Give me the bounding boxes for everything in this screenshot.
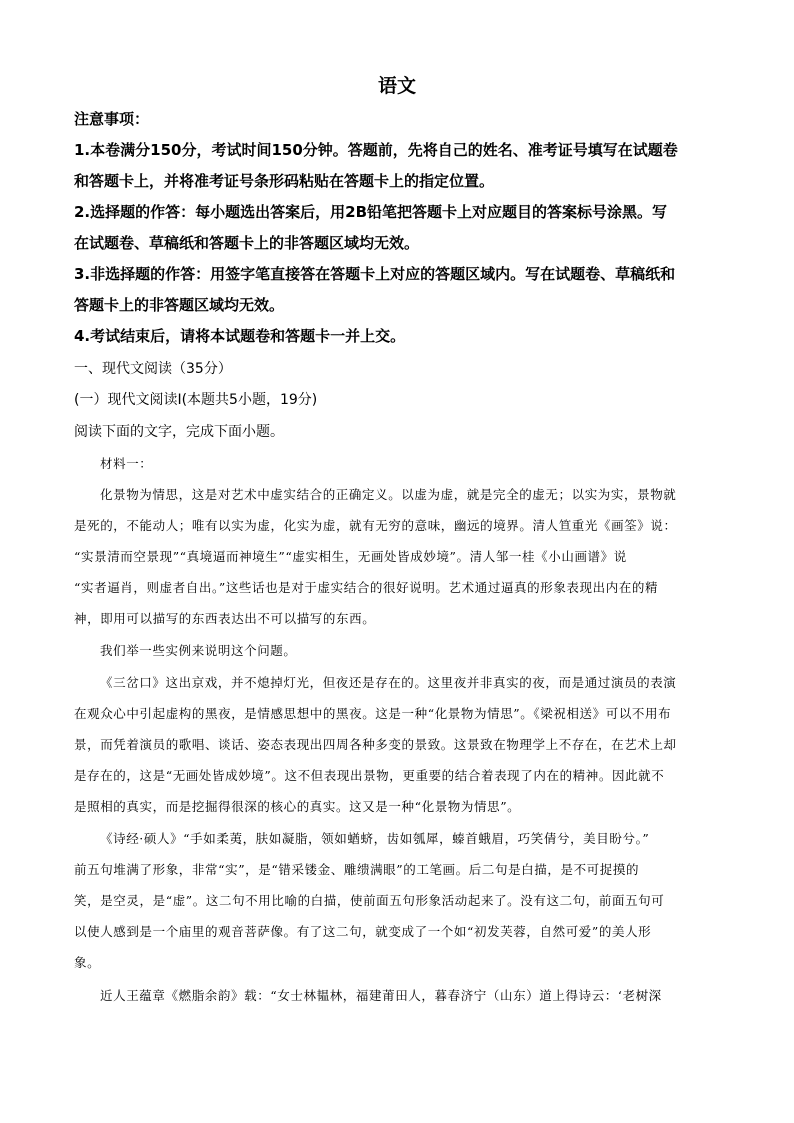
passage-line: 我们举一些实例来说明这个问题。 xyxy=(100,643,297,658)
notice-line: 4.考试结束后，请将本试题卷和答题卡一并上交。 xyxy=(74,327,406,345)
passage-line: “实者逼肖，则虚者自出。”这些话也是对于虚实结合的很好说明。艺术通过逼真的形象表现出内在的精 xyxy=(74,580,659,595)
passage-line: 以使人感到是一个庙里的观音菩萨像。有了这二句，就变成了一个如“初发芙蓉，自然可爱”的美人形 xyxy=(74,924,652,939)
passage-line: 神，即用可以描写的东西表达出不可以描写的东西。 xyxy=(74,611,376,626)
passage-line: 景，而凭着演员的歌唱、谈话、姿态表现出四周各种多变的景致。这景致在物理学上不存在，在艺术上却 xyxy=(74,737,677,752)
notice-line: 1.本卷满分150分，考试时间150分钟。答题前，先将自己的姓名、准考证号填写在试题卷 xyxy=(74,141,678,159)
notice-line: 答题卡上的非答题区域均无效。 xyxy=(74,296,285,314)
passage-line: 笑，是空灵，是“虚”。这二句不用比喻的白描，使前面五句形象活动起来了。没有这二句，前面五句可 xyxy=(74,893,665,908)
notice-heading: 注意事项： xyxy=(74,110,150,128)
passage-line: 近人王蕴章《燃脂余韵》载：“女士林韫林，福建莆田人，暮春济宁（山东）道上得诗云：‘老树深 xyxy=(100,988,662,1003)
page-title: 语文 xyxy=(377,75,416,97)
passage-line: 象。 xyxy=(74,955,101,970)
passage-line: 是死的，不能动人；唯有以实为虚，化实为虚，就有无穷的意味，幽远的境界。清人笪重光《画筌》说： xyxy=(74,518,677,533)
passage-line: 是照相的真实，而是挖掘得很深的核心的真实。这又是一种“化景物为情思”。 xyxy=(74,799,521,814)
passage-line: 《三岔口》这出京戏，并不熄掉灯光，但夜还是存在的。这里夜并非真实的夜，而是通过演员的表演 xyxy=(100,675,677,690)
subsection-heading: (一）现代文阅读Ⅰ(本题共5小题，19分) xyxy=(74,392,318,408)
notice-line: 和答题卡上，并将准考证号条形码粘贴在答题卡上的指定位置。 xyxy=(74,172,495,190)
passage-line: 是存在的，这是“无画处皆成妙境”。这不但表现出景物，更重要的结合着表现了内在的精神。因此就不 xyxy=(74,768,665,783)
notice-line: 3.非选择题的作答：用签字笔直接答在答题卡上对应的答题区域内。写在试题卷、草稿纸和 xyxy=(74,265,676,283)
instruction-text: 阅读下面的文字，完成下面小题。 xyxy=(74,424,284,440)
passage-line: 在观众心中引起虚构的黑夜，是情感思想中的黑夜。这是一种“化景物为情思”。《梁祝相送》可以不用布 xyxy=(74,706,672,721)
notice-line: 在试题卷、草稿纸和答题卡上的非答题区域均无效。 xyxy=(74,234,420,252)
section-heading: 一、现代文阅读（35分） xyxy=(74,361,232,377)
passage-line: 化景物为情思，这是对艺术中虚实结合的正确定义。以虚为虚，就是完全的虚无；以实为实，景物就 xyxy=(100,487,677,502)
passage-line: 前五句堆满了形象，非常“实”，是“错采镂金、雕缋满眼”的工笔画。后二句是白描，是不可捉摸的 xyxy=(74,862,640,877)
passage-line: 《诗经·硕人》“手如柔荑，肤如凝脂，领如蝤蛴，齿如瓠犀，螓首蛾眉，巧笑倩兮，美目盼兮。” xyxy=(100,831,650,846)
material-label: 材料一： xyxy=(100,456,153,471)
passage-line: “实景清而空景现”“真境逼而神境生”“虚实相生，无画处皆成妙境”。清人邹一桂《小山画谱》说 xyxy=(74,549,627,564)
notice-line: 2.选择题的作答：每小题选出答案后，用2B铅笔把答题卡上对应题目的答案标号涂黑。写 xyxy=(74,203,668,221)
